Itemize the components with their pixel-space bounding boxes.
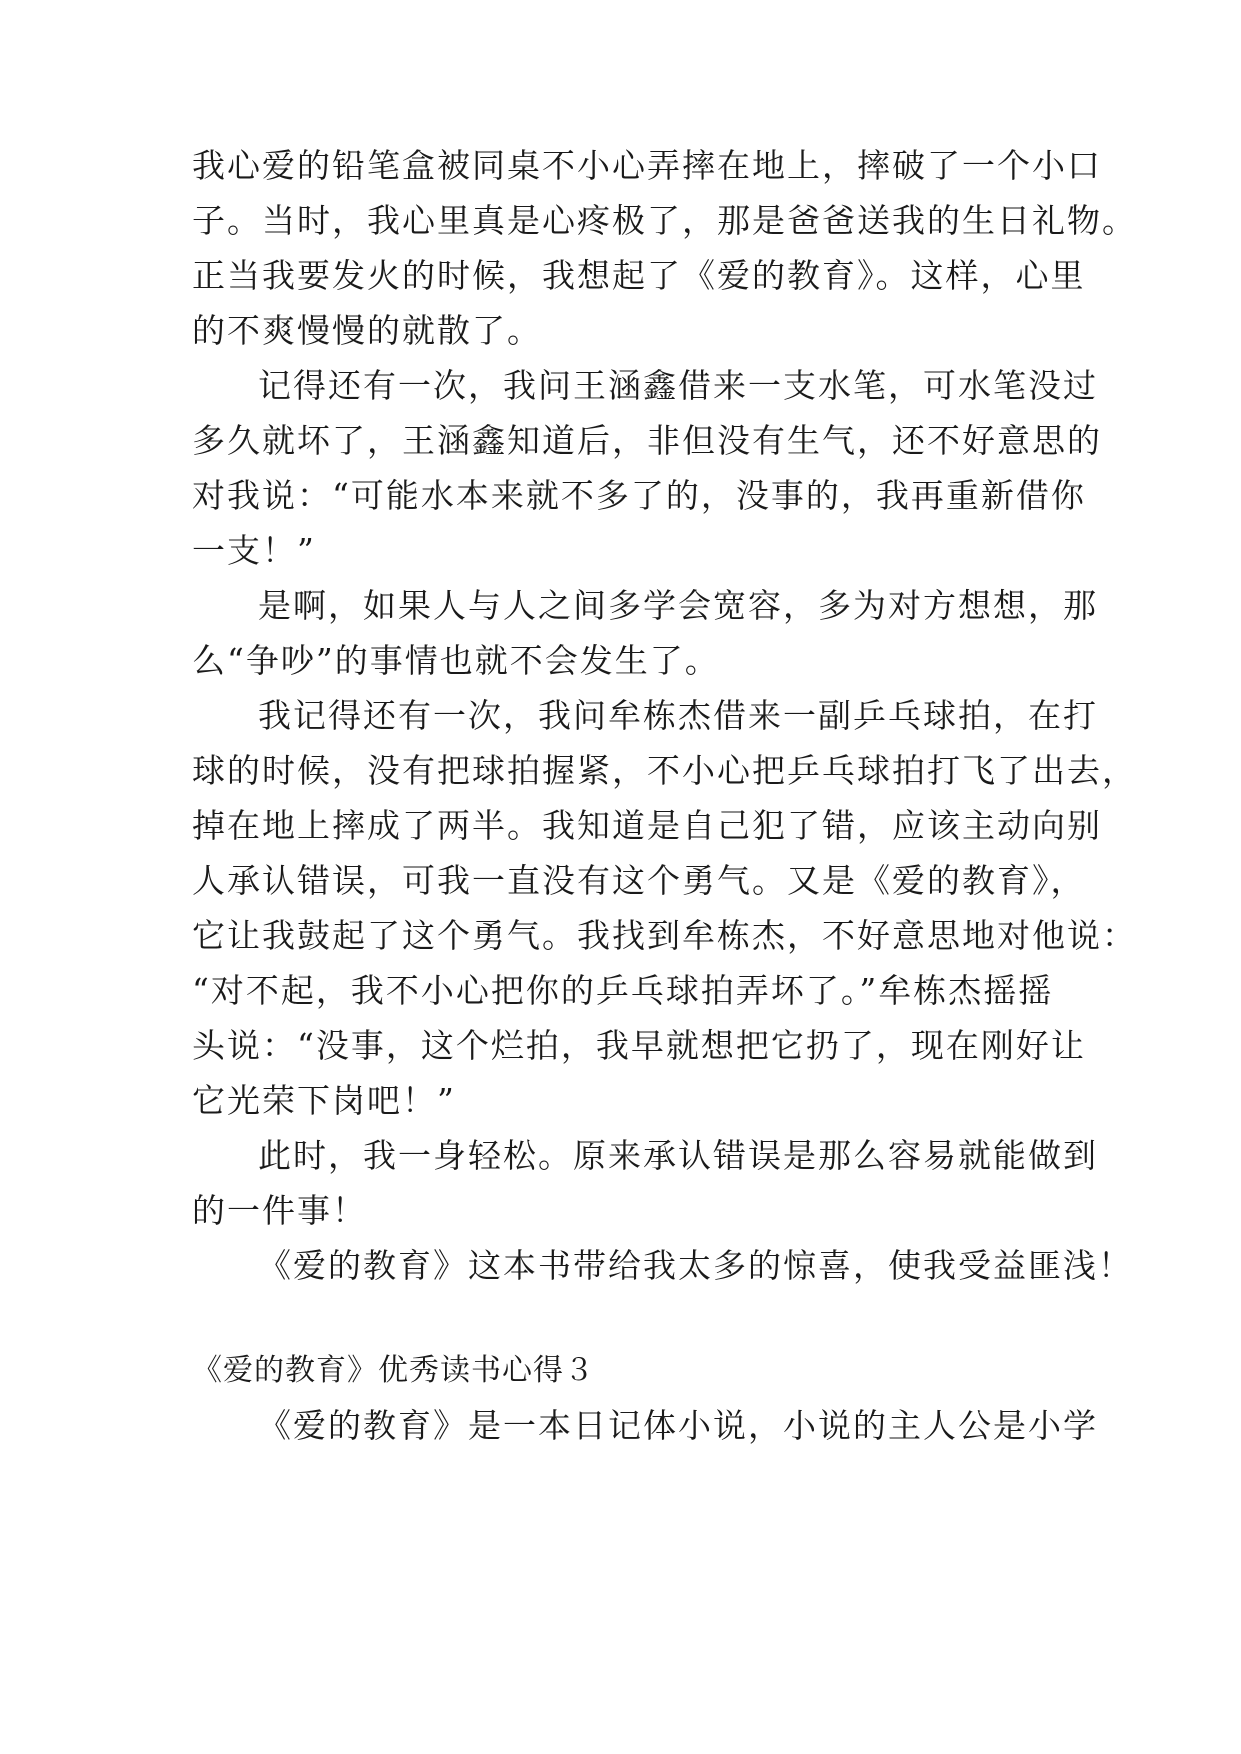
text-line: 正当我要发火的时候，我想起了《爱的教育》。这样，心里 [192,256,1086,295]
paragraph-first-line: 是啊，如果人与人之间多学会宽容，多为对方想想，那 [258,586,1098,625]
paragraph-first-line: 我记得还有一次，我问牟栋杰借来一副乒乓球拍，在打 [258,696,1098,735]
section-heading: 《爱的教育》优秀读书心得３ [192,1353,595,1388]
text-line: 多久就坏了，王涵鑫知道后，非但没有生气，还不好意思的 [192,421,1102,460]
paragraph-first-line: 《爱的教育》这本书带给我太多的惊喜，使我受益匪浅！ [258,1246,1133,1285]
text-line: 头说：“没事，这个烂拍，我早就想把它扔了，现在刚好让 [192,1026,1086,1065]
text-line: 一支！” [192,531,316,570]
text-line: 子。当时，我心里真是心疼极了，那是爸爸送我的生日礼物。 [192,201,1137,240]
text-line: 球的时候，没有把球拍握紧，不小心把乒乓球拍打飞了出去， [192,751,1137,790]
text-line: “对不起，我不小心把你的乒乓球拍弄坏了。”牟栋杰摇摇 [192,971,1054,1010]
text-line: 对我说：“可能水本来就不多了的，没事的，我再重新借你 [192,476,1086,515]
text-line: 我心爱的铅笔盒被同桌不小心弄摔在地上，摔破了一个小口 [192,146,1102,185]
text-line: 它让我鼓起了这个勇气。我找到牟栋杰，不好意思地对他说： [192,916,1137,955]
paragraph-first-line: 《爱的教育》是一本日记体小说，小说的主人公是小学 [258,1406,1098,1445]
text-line: 它光荣下岗吧！” [192,1081,456,1120]
text-line: 的不爽慢慢的就散了。 [192,311,542,350]
paragraph-first-line: 此时，我一身轻松。原来承认错误是那么容易就能做到 [258,1136,1098,1175]
text-line: 么“争吵”的事情也就不会发生了。 [192,641,720,680]
text-line: 人承认错误，可我一直没有这个勇气。又是《爱的教育》， [192,861,1086,900]
paragraph-first-line: 记得还有一次，我问王涵鑫借来一支水笔，可水笔没过 [258,366,1098,405]
text-line: 的一件事！ [192,1191,367,1230]
text-line: 掉在地上摔成了两半。我知道是自己犯了错，应该主动向别 [192,806,1102,845]
